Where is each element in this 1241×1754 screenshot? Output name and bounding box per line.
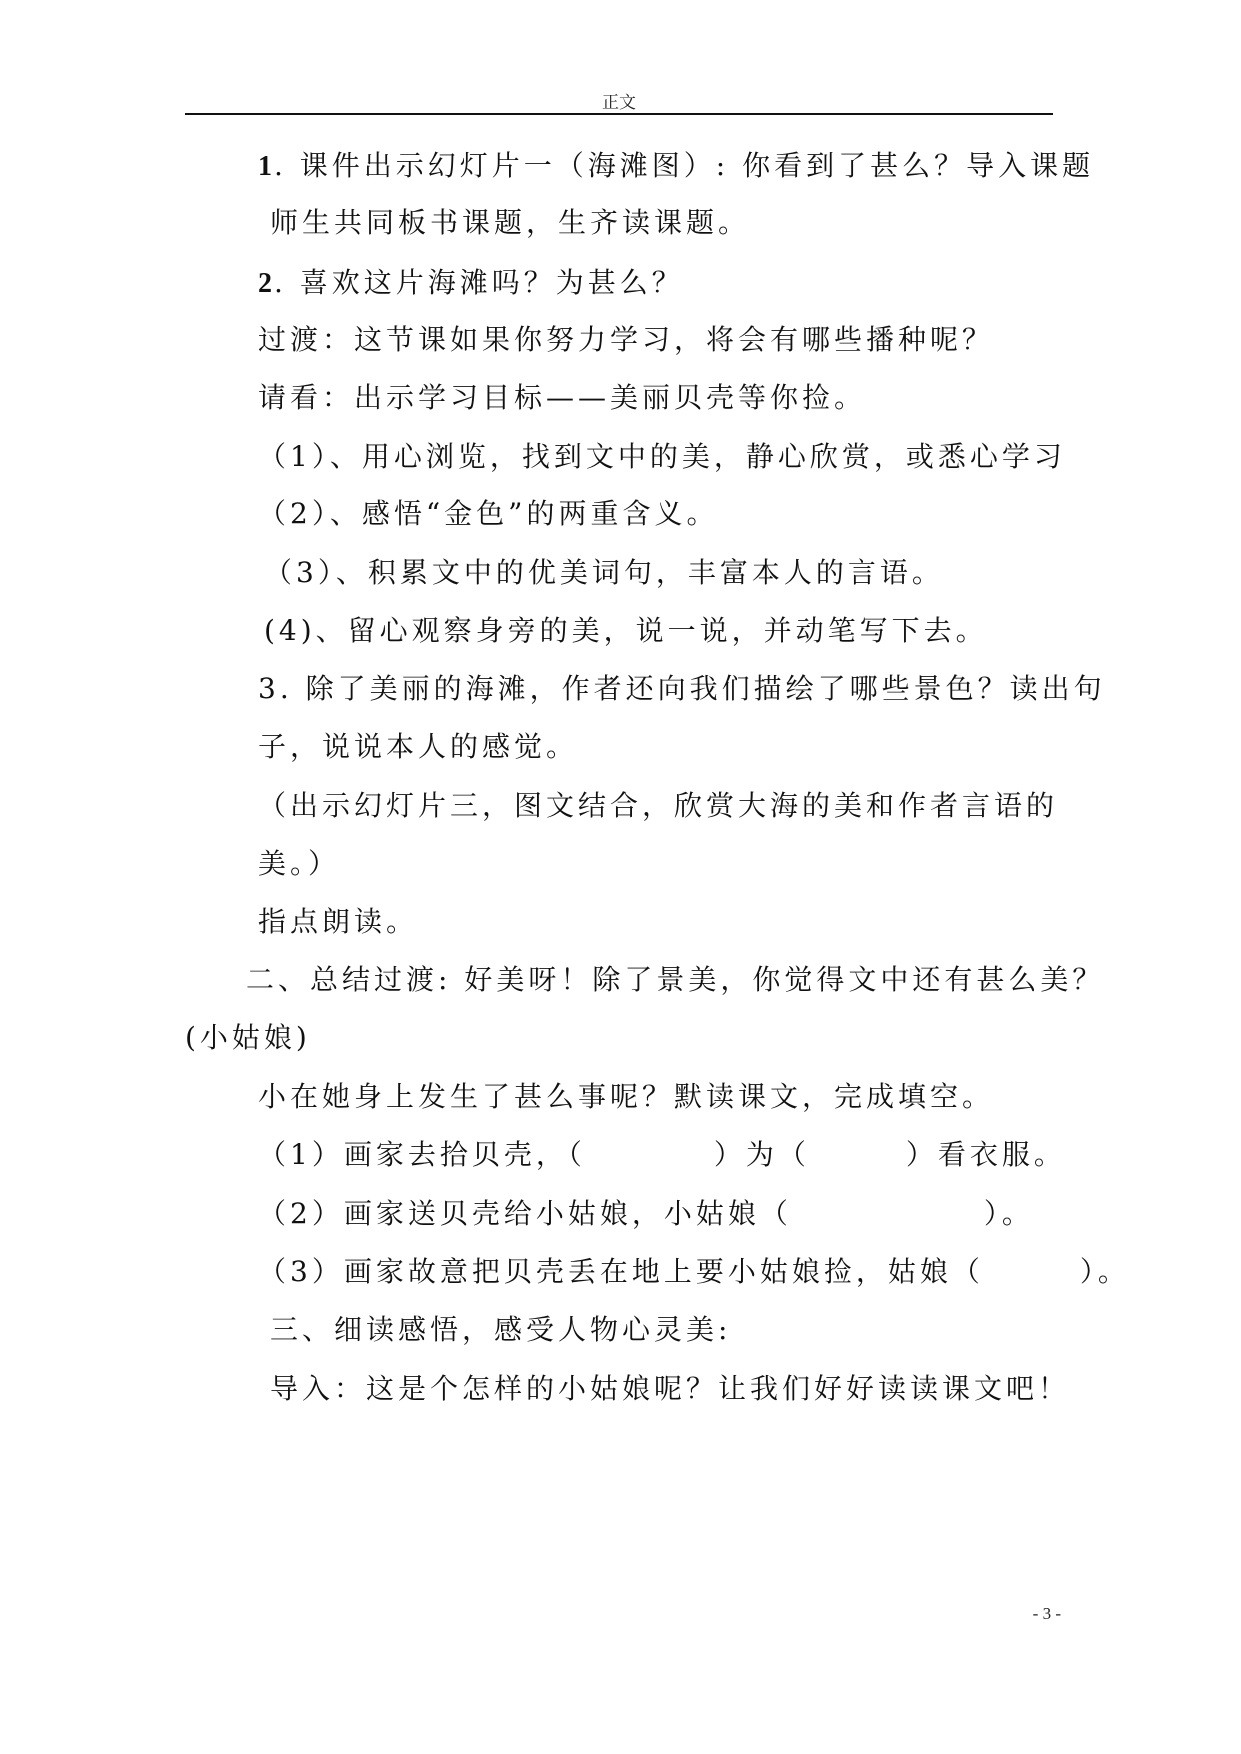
fill-blank-3: （3）画家故意把贝壳丢在地上要小姑娘捡，姑娘（ ）。 [258, 1255, 1130, 1288]
paragraph-item-2 [258, 263, 684, 304]
slide-note: （出示幻灯片三，图文结合，欣赏大海的美和作者言语的 [258, 789, 1059, 822]
fill-blank-2: （2）画家送贝壳给小姑娘，小姑娘（ ）。 [258, 1197, 1034, 1230]
item-number-2: 2 [258, 268, 274, 299]
page-number: - 3 - [1032, 1604, 1061, 1623]
goal-2: （2）、感悟“金色”的两重含义。 [258, 497, 719, 530]
goal-1: （1）、用心浏览，找到文中的美，静心欣赏，或悉心学习 [258, 440, 1066, 473]
paragraph-item-1-cont: 师生共同板书课题，生齐读课题。 [270, 206, 751, 239]
running-header: 正文 [602, 93, 636, 113]
section-3-heading: 三、细读感悟，感受人物心灵美: [270, 1313, 732, 1346]
reading-guide: 指点朗读。 [258, 905, 419, 938]
fill-blank-1: （1）画家去拾贝壳，（ ）为（ ）看衣服。 [258, 1138, 1066, 1171]
item-text-1: . 课件出示幻灯片一（海滩图）: 你看到了甚么？导入课题 [274, 149, 1095, 182]
paragraph-item-3-cont: 子，说说本人的感觉。 [258, 730, 579, 763]
item-text-2: . 喜欢这片海滩吗？为甚么？ [274, 266, 684, 299]
paragraph-item-1 [258, 146, 1094, 187]
slide-note-cont: 美。） [258, 847, 341, 880]
section-2-heading-cont: (小姑娘) [185, 1021, 311, 1054]
section-2-heading: 二、总结过渡: 好美呀！除了景美，你觉得文中还有甚么美？ [246, 963, 1105, 996]
paragraph-item-3: 3. 除了美丽的海滩，作者还向我们描绘了哪些景色？读出句 [258, 672, 1106, 705]
item-number-1: 1 [258, 151, 274, 182]
goals-intro: 请看：出示学习目标——美丽贝壳等你捡。 [258, 381, 867, 414]
transition-line: 过渡：这节课如果你努力学习，将会有哪些播种呢？ [258, 323, 995, 356]
fill-in-intro: 小在她身上发生了甚么事呢？默读课文，完成填空。 [258, 1080, 995, 1113]
goal-3: （3）、积累文中的优美词句，丰富本人的言语。 [264, 556, 944, 589]
goal-4: (4)、留心观察身旁的美，说一说，并动笔写下去。 [264, 614, 988, 647]
header-rule [185, 113, 1053, 115]
lead-in: 导入：这是个怎样的小姑娘呢？让我们好好读读课文吧！ [270, 1372, 1071, 1405]
